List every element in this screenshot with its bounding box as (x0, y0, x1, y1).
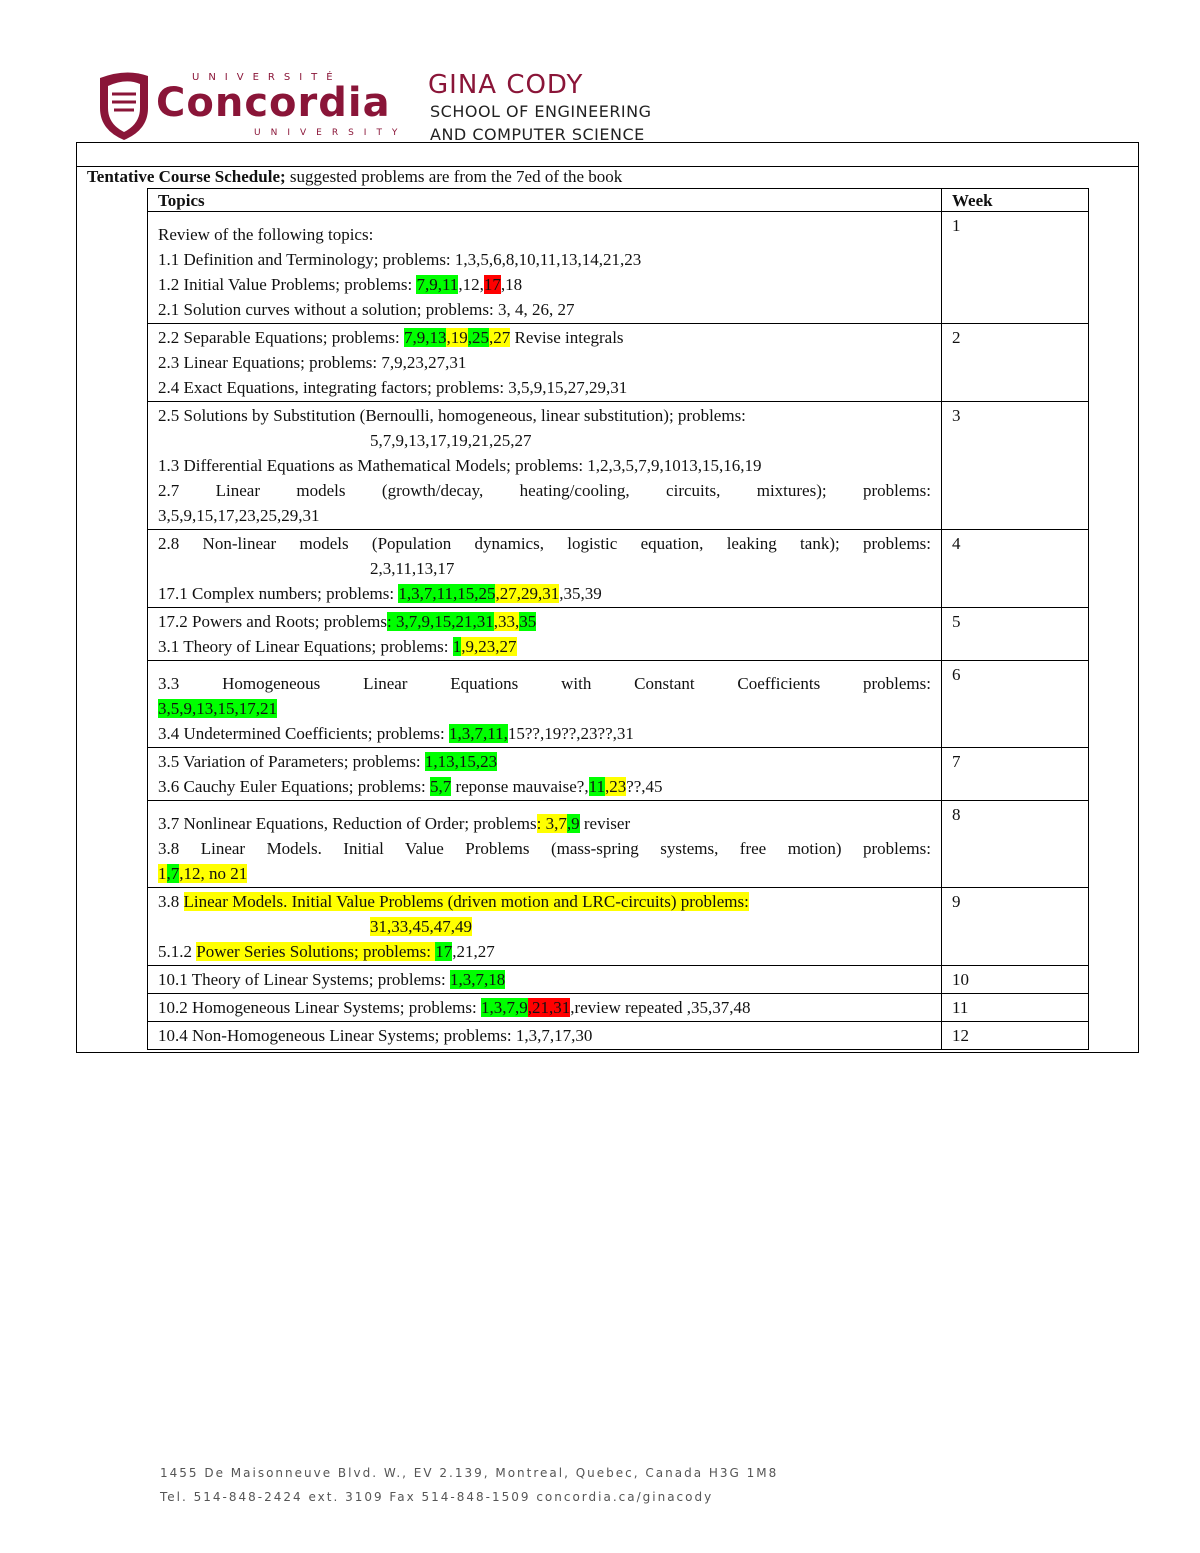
column-header-week: Week (942, 189, 1089, 212)
table-row (148, 324, 1089, 402)
topics-cell (148, 402, 942, 530)
topics-cell (148, 1022, 942, 1050)
topic-line: 2.7 Linear models (growth/decay, heating/cooling, circuits, mixtures); problems: (158, 481, 931, 500)
week-cell: 11 (942, 994, 1089, 1022)
week-cell: 1 (942, 212, 1089, 324)
topic-line: 2.3 Linear Equations; problems: 7,9,23,27,31 (158, 353, 467, 372)
topics-cell (148, 530, 942, 608)
table-row (148, 966, 1089, 994)
topic-line: 3.5 Variation of Parameters; problems: 1,13,15,23 (158, 752, 498, 771)
footer-contact: Tel. 514-848-2424 ext. 3109 Fax 514-848-1509 concordia.ca/ginacody (160, 1490, 714, 1504)
schedule-intro-text: suggested problems are from the 7ed of the book (285, 167, 623, 186)
table-row (148, 402, 1089, 530)
topic-line: 1.1 Definition and Terminology; problems: 1,3,5,6,8,10,11,13,14,21,23 (158, 250, 642, 269)
table-header-row (148, 189, 1089, 212)
topics-cell (148, 748, 942, 801)
topic-line: 1.3 Differential Equations as Mathematical Models; problems: 1,2,3,5,7,9,1013,15,16,19 (158, 456, 762, 475)
topic-line: 10.2 Homogeneous Linear Systems; problems: 1,3,7,9,21,31,review repeated ,35,37,48 (158, 998, 751, 1017)
topics-cell (148, 324, 942, 402)
week-cell: 8 (942, 801, 1089, 888)
school-name: GINA CODY (428, 70, 584, 100)
topic-line: 2.1 Solution curves without a solution; problems: 3, 4, 26, 27 (158, 300, 575, 319)
topic-line: 10.1 Theory of Linear Systems; problems: 1,3,7,18 (158, 970, 506, 989)
topic-line: 3.8 Linear Models. Initial Value Problems (driven motion and LRC-circuits) problems: (158, 892, 749, 911)
week-cell: 4 (942, 530, 1089, 608)
topic-line: 1,7,12, no 21 (158, 864, 248, 883)
topic-line: 3,5,9,13,15,17,21 (158, 699, 277, 718)
university-name: Concordia (156, 80, 391, 126)
topic-line: 3.3 Homogeneous Linear Equations with Constant Coefficients problems: (158, 674, 931, 693)
topic-line: 3,5,9,15,17,23,25,29,31 (158, 506, 320, 525)
table-row (148, 530, 1089, 608)
topics-cell (148, 212, 942, 324)
week-cell: 2 (942, 324, 1089, 402)
week-cell: 5 (942, 608, 1089, 661)
topic-line: 2.5 Solutions by Substitution (Bernoulli, homogeneous, linear substitution); problems: (158, 406, 746, 425)
schedule-table (147, 188, 1089, 1050)
school-line-1: SCHOOL OF ENGINEERING (430, 102, 652, 121)
topic-line: 2.8 Non-linear models (Population dynamics, logistic equation, leaking tank); problems: (158, 534, 931, 553)
schedule-intro-title: Tentative Course Schedule; (87, 167, 286, 186)
topic-line: 2,3,11,13,17 (370, 559, 455, 578)
topic-line: 17.2 Powers and Roots; problems: 3,7,9,15,21,31,33,35 (158, 612, 537, 631)
table-row (148, 1022, 1089, 1050)
university-label-en: UNIVERSITY (254, 128, 408, 138)
topic-line: 10.4 Non-Homogeneous Linear Systems; problems: 1,3,7,17,30 (158, 1026, 593, 1045)
topic-line: 5.1.2 Power Series Solutions; problems: 17,21,27 (158, 942, 495, 961)
topic-line: 3.4 Undetermined Coefficients; problems: 1,3,7,11,15??,19??,23??,31 (158, 724, 634, 743)
school-line-2: AND COMPUTER SCIENCE (430, 125, 645, 144)
topic-line: 3.7 Nonlinear Equations, Reduction of Order; problems: 3,7,9 reviser (158, 814, 631, 833)
topics-cell (148, 608, 942, 661)
table-row (148, 608, 1089, 661)
week-cell: 9 (942, 888, 1089, 966)
topics-cell (148, 801, 942, 888)
footer-address: 1455 De Maisonneuve Blvd. W., EV 2.139, Montreal, Quebec, Canada H3G 1M8 (160, 1466, 779, 1480)
week-cell: 6 (942, 661, 1089, 748)
week-cell: 12 (942, 1022, 1089, 1050)
topic-line: 1.2 Initial Value Problems; problems: 7,9,11,12,17,18 (158, 275, 523, 294)
topic-line: 2.2 Separable Equations; problems: 7,9,13,19,25,27 Revise integrals (158, 328, 624, 347)
table-row (148, 212, 1089, 324)
topic-line: 17.1 Complex numbers; problems: 1,3,7,11,15,25,27,29,31,35,39 (158, 584, 602, 603)
topic-line: 31,33,45,47,49 (370, 917, 472, 936)
topics-cell (148, 966, 942, 994)
topic-line: 3.8 Linear Models. Initial Value Problems (mass-spring systems, free motion) problems: (158, 839, 931, 858)
topic-line: 2.4 Exact Equations, integrating factors; problems: 3,5,9,15,27,29,31 (158, 378, 628, 397)
table-row (148, 801, 1089, 888)
week-cell: 3 (942, 402, 1089, 530)
topic-line: 5,7,9,13,17,19,21,25,27 (370, 431, 532, 450)
table-row (148, 888, 1089, 966)
table-row (148, 994, 1089, 1022)
schedule-intro (87, 167, 622, 187)
table-row (148, 748, 1089, 801)
topics-cell (148, 994, 942, 1022)
topics-cell (148, 661, 942, 748)
week-cell: 10 (942, 966, 1089, 994)
outer-frame-top-row (76, 142, 1139, 167)
topic-line: 3.6 Cauchy Euler Equations; problems: 5,7 reponse mauvaise?,11,23??,45 (158, 777, 663, 796)
topic-line: 3.1 Theory of Linear Equations; problems: 1,9,23,27 (158, 637, 517, 656)
column-header-topics: Topics (148, 189, 942, 212)
topic-line: Review of the following topics: (158, 225, 374, 244)
week-cell: 7 (942, 748, 1089, 801)
table-row (148, 661, 1089, 748)
topics-cell (148, 888, 942, 966)
university-label-fr: UNIVERSITÉ (192, 72, 342, 83)
